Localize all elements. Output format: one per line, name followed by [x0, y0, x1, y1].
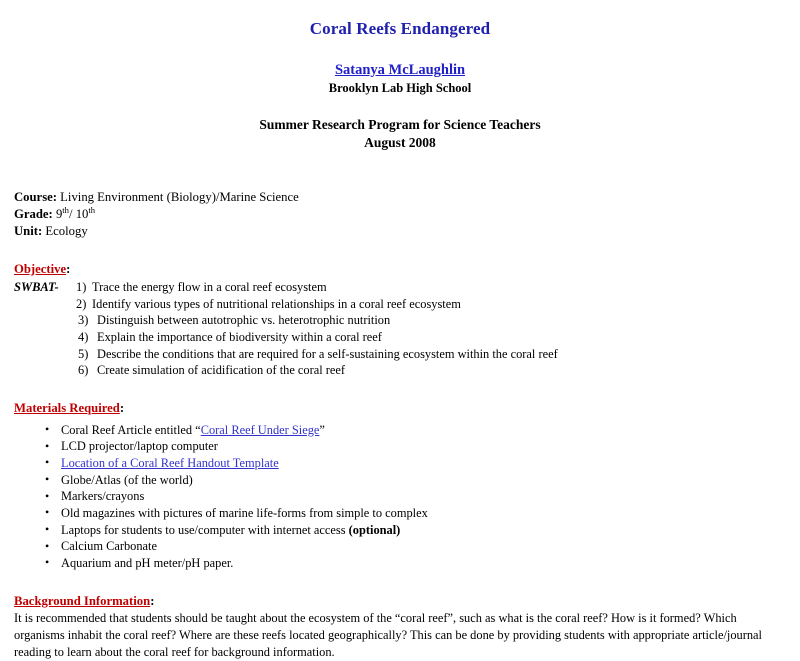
objective-item-text: Explain the importance of biodiversity within a coral reef [97, 330, 382, 345]
material-emphasis: (optional) [348, 522, 401, 537]
background-heading-colon: : [150, 593, 155, 608]
objective-item-text: Distinguish between autotrophic vs. heterotrophic nutrition [97, 313, 391, 328]
list-item [14, 522, 786, 539]
document-body [0, 189, 800, 661]
unit-label: Unit: [14, 223, 43, 238]
objective-item-text: Trace the energy flow in a coral reef ecosystem [92, 280, 327, 295]
material-link[interactable]: Location of a Coral Reef Handout Template [61, 455, 279, 470]
material-text: Markers/crayons [61, 489, 145, 504]
objectives-block [14, 279, 786, 379]
background-block [14, 593, 786, 661]
materials-heading-colon: : [119, 401, 125, 416]
course-meta-block [14, 189, 786, 240]
objective-item [14, 296, 786, 313]
material-text: LCD projector/laptop computer [61, 439, 218, 454]
program-name: Summer Research Program for Science Teachers [259, 117, 541, 133]
material-link[interactable]: Coral Reef Under Siege [200, 422, 320, 437]
grade-line [14, 206, 786, 223]
objective-item [14, 329, 786, 346]
grade-value-second: 10 [75, 206, 89, 221]
objective-item [14, 312, 786, 329]
grade-value-first: 9 [55, 206, 63, 221]
objective-item-text: Identify various types of nutritional relationships in a coral reef ecosystem [92, 296, 461, 311]
material-text: Coral Reef Article entitled “ [61, 422, 201, 437]
material-text: Globe/Atlas (of the world) [61, 472, 193, 487]
objective-item-number: 6) [78, 363, 89, 378]
unit-value: Ecology [45, 223, 88, 238]
objective-item [14, 279, 786, 296]
unit-line [14, 223, 786, 240]
grade-ordinal-second: th [88, 204, 96, 215]
list-item [14, 422, 786, 439]
course-label: Course: [14, 189, 57, 204]
material-text: Laptops for students to use/computer with internet access [61, 522, 349, 537]
list-item [14, 438, 786, 455]
background-heading-text: Background Information [14, 593, 151, 608]
material-text: Old magazines with pictures of marine life-forms from simple to complex [61, 505, 428, 520]
grade-label: Grade: [14, 206, 53, 221]
objective-heading-text: Objective [14, 261, 67, 276]
objective-item-number: 1) [76, 280, 87, 295]
list-item [14, 455, 786, 472]
author-block [0, 61, 800, 96]
program-block [0, 116, 800, 152]
material-text: Aquarium and pH meter/pH paper. [61, 555, 234, 570]
background-heading [14, 593, 786, 610]
material-text-suffix: ” [319, 422, 325, 437]
course-line [14, 189, 786, 206]
materials-heading-text: Materials Required [14, 401, 120, 416]
background-paragraph: It is recommended that students should be taught about the ecosystem of the “coral reef”, such as what is the coral reef? How is it formed? Which organisms inhabit the coral reef? Where are these reefs located geographically? This can be done by providing students with appropriate article/journal reading to learn about the coral reef for background information. [14, 611, 762, 659]
objective-list [14, 279, 786, 379]
materials-list [14, 422, 786, 572]
objective-item [14, 346, 786, 363]
list-item [14, 555, 786, 572]
objective-heading [14, 261, 786, 278]
objective-item-number: 2) [76, 296, 87, 311]
objective-item-number: 4) [78, 330, 89, 345]
list-item [14, 488, 786, 505]
grade-ordinal-first: th [62, 204, 69, 215]
program-date: August 2008 [364, 135, 436, 151]
author-name-link[interactable]: Satanya McLaughlin [334, 61, 466, 78]
materials-heading [14, 400, 786, 417]
list-item [14, 472, 786, 489]
objective-item-text: Create simulation of acidification of the coral reef [97, 363, 346, 378]
document-header [0, 0, 800, 153]
list-item [14, 505, 786, 522]
objective-heading-colon: : [66, 261, 71, 276]
objective-item-text: Describe the conditions that are required for a self-sustaining ecosystem within the coral reef [97, 346, 558, 361]
page-title: Coral Reefs Endangered [309, 19, 491, 38]
course-value: Living Environment (Biology)/Marine Science [60, 189, 299, 204]
school-name: Brooklyn Lab High School [328, 80, 472, 95]
grade-separator: / [69, 206, 76, 221]
swbat-label: SWBAT- [14, 280, 59, 295]
objective-item-number: 5) [78, 346, 89, 361]
objective-item [14, 362, 786, 379]
list-item [14, 538, 786, 555]
objective-item-number: 3) [78, 313, 89, 328]
material-text: Calcium Carbonate [61, 539, 157, 554]
